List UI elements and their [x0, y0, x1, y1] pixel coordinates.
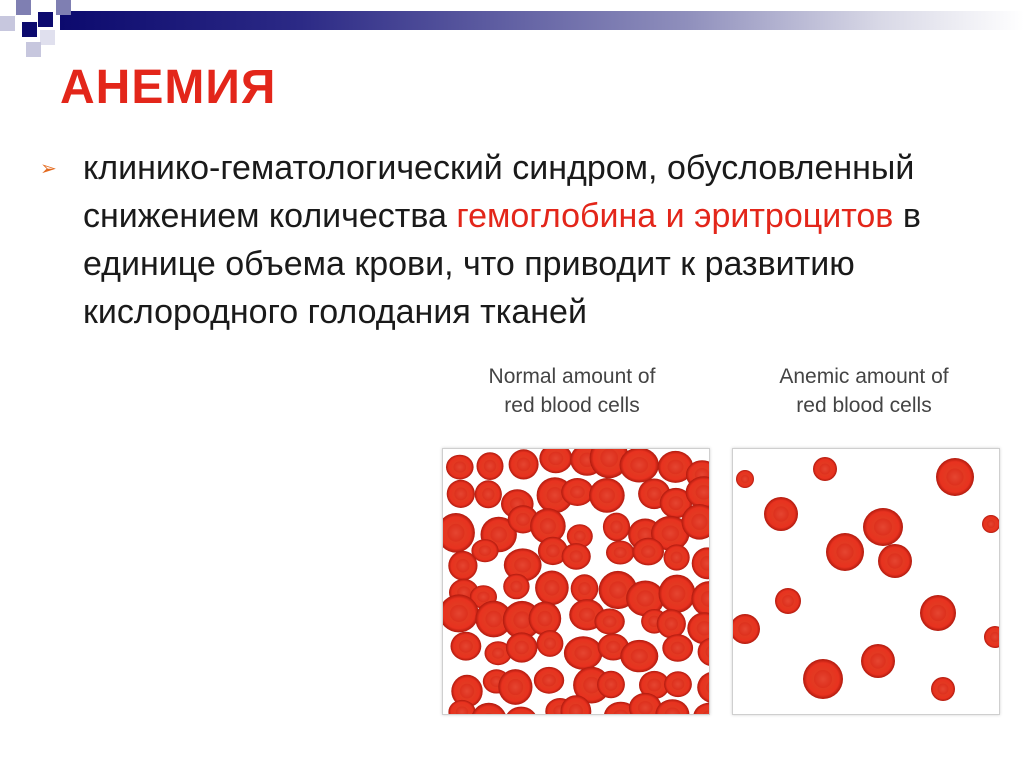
definition-text [83, 144, 983, 336]
cell-center [570, 550, 583, 562]
cell-center [672, 678, 685, 690]
cell-center [548, 452, 563, 465]
cell-center [874, 518, 892, 535]
deco-square [38, 12, 53, 27]
cell-center [662, 525, 679, 541]
caption-anemic: Anemic amount of red blood cells [779, 365, 949, 417]
cell-center [938, 684, 949, 695]
cell-center [479, 545, 491, 555]
cell-center [609, 581, 626, 598]
cell-center [574, 531, 586, 542]
cell-center [669, 585, 686, 602]
cell-center [668, 460, 684, 474]
cell-center [485, 611, 501, 628]
cell-center [741, 475, 749, 483]
cell-center [491, 526, 507, 542]
cell-center [544, 637, 556, 649]
cell-center [454, 462, 466, 473]
cell-center [540, 518, 556, 534]
cell-center [544, 580, 559, 596]
cell-center [773, 506, 788, 521]
anemic-blood-cells-image [732, 448, 1000, 715]
cell-center [605, 678, 618, 690]
normal-cells-svg [443, 449, 709, 714]
cell-center [538, 611, 553, 626]
caption-normal: Normal amount of red blood cells [488, 365, 656, 417]
cell-center [450, 605, 468, 622]
cell-center [516, 513, 530, 526]
decorative-squares [0, 0, 76, 60]
slide-title: АНЕМИЯ [60, 61, 277, 114]
red-blood-cell [505, 707, 537, 714]
arrow-bullet-icon: ➢ [40, 158, 57, 180]
definition-text-part1: клинико-гематологический синдром, обусловленный снижением количества [83, 149, 915, 235]
cell-center [546, 545, 560, 558]
cell-center [669, 496, 684, 510]
anemic-cells-svg [733, 449, 999, 714]
cell-center [579, 608, 595, 622]
cell-center [508, 679, 523, 695]
cell-center [738, 622, 752, 636]
cell-center [606, 641, 620, 653]
deco-square [16, 0, 31, 15]
cell-center [599, 488, 615, 504]
cell-center [482, 488, 494, 501]
cell-center [459, 640, 473, 653]
cell-center [631, 649, 648, 664]
cell-center [570, 486, 585, 499]
deco-square [22, 22, 37, 37]
cell-center [513, 611, 530, 628]
cell-center [637, 590, 654, 606]
cell-center [477, 592, 489, 603]
normal-blood-cells-image [442, 448, 710, 715]
cell-center [510, 581, 522, 593]
deco-square [26, 42, 41, 57]
header-gradient-bar [60, 11, 1024, 30]
cell-center [814, 670, 832, 688]
definition-text-part2: в единице объема крови, что приводит к развитию кислородного голодания тканей [83, 197, 921, 331]
cell-center [987, 520, 995, 528]
cell-center [460, 684, 474, 699]
cell-center [578, 582, 590, 595]
cell-center [614, 547, 627, 558]
cell-center [691, 514, 707, 530]
cell-center [514, 558, 531, 573]
cell-center [484, 460, 496, 473]
cell-center [603, 616, 617, 628]
cell-center [836, 543, 853, 560]
cell-center [630, 457, 648, 473]
cell-center [782, 595, 794, 607]
cell-center [870, 653, 885, 668]
cell-center [820, 464, 831, 475]
cell-center [600, 449, 618, 467]
cell-center [547, 487, 563, 503]
cell-center [456, 559, 469, 572]
cell-center [671, 552, 683, 564]
deco-square [56, 0, 71, 15]
cell-center [946, 468, 963, 485]
cell-center [671, 642, 685, 654]
cell-center [665, 617, 678, 630]
definition-highlight: гемоглобина и эритроцитов [456, 197, 894, 235]
cell-center [447, 524, 464, 542]
cell-center [454, 488, 467, 501]
cell-center [930, 605, 946, 621]
cell-center [610, 520, 622, 533]
cell-center [575, 645, 592, 660]
cell-center [515, 641, 529, 655]
cell-center [492, 648, 504, 659]
cell-center [647, 487, 661, 501]
cell-center [887, 553, 902, 568]
cell-center [647, 679, 661, 692]
cell-center [542, 674, 556, 686]
deco-square [0, 16, 15, 31]
cell-center [641, 545, 655, 557]
cell-center [517, 458, 531, 472]
deco-square [40, 30, 55, 45]
cell-center [638, 701, 653, 714]
